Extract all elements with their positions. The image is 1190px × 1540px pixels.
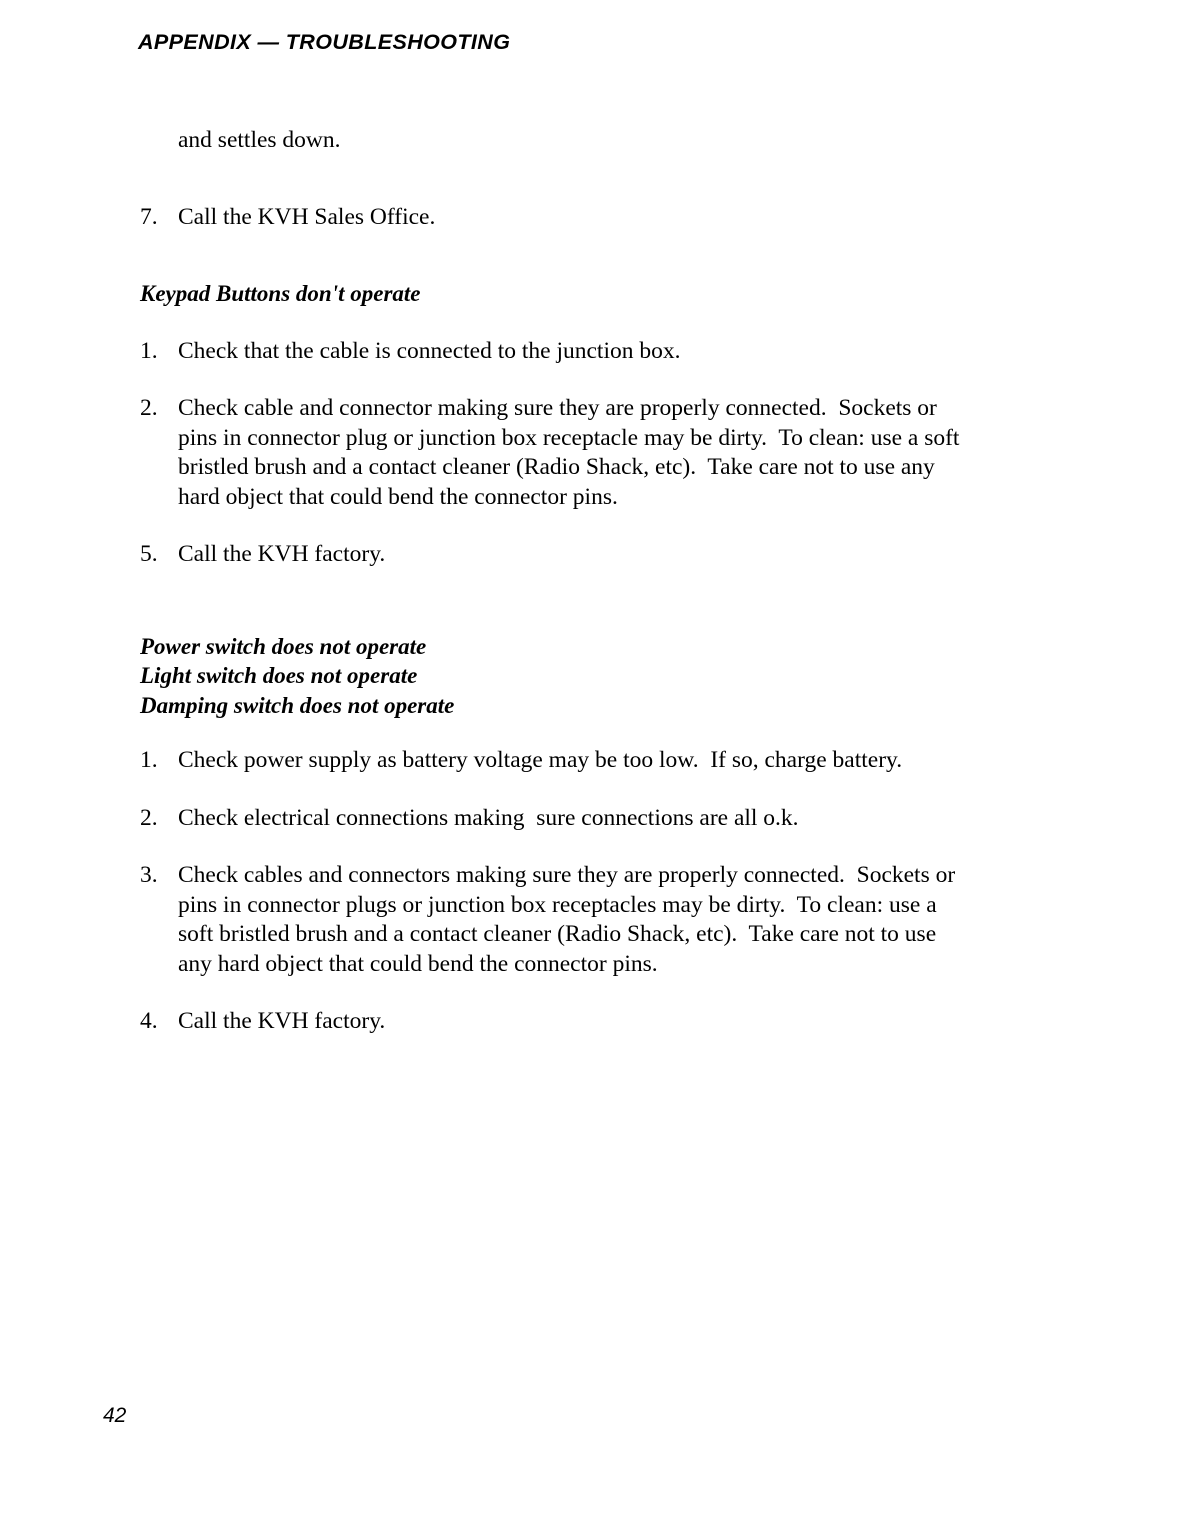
list-item — [140, 540, 1040, 570]
text-line: Check cables and connectors making sure they are properly connected. Sockets or — [178, 862, 956, 888]
list-item-text — [178, 394, 1040, 512]
text-line: Call the KVH Sales Office. — [178, 203, 436, 230]
heading-line: Damping switch does not operate — [140, 692, 455, 718]
text-line: pins in connector plug or junction box receptacle may be dirty. To clean: use a soft — [178, 424, 960, 451]
list-item-text — [178, 804, 1040, 834]
list-item — [140, 861, 1040, 979]
list-marker: 2. — [140, 804, 158, 831]
list-marker: 4. — [140, 1008, 158, 1034]
heading-line: Light switch does not operate — [140, 663, 418, 688]
text-line: Check power supply as battery voltage may be too low. If so, charge battery. — [178, 747, 903, 773]
list-item-text — [178, 540, 1040, 570]
text-line: Check cable and connector making sure they are properly connected. Sockets or — [178, 395, 937, 421]
heading-line: Power switch does not operate — [140, 633, 427, 659]
spacer — [140, 156, 1040, 175]
numbered-list-two — [140, 337, 1040, 570]
list-item-text — [178, 203, 1040, 233]
list-marker: 2. — [140, 395, 158, 421]
list-marker: 5. — [140, 541, 158, 567]
text-line: any hard object that could bend the connector pins. — [178, 950, 658, 977]
spacer — [140, 309, 1040, 337]
list-item — [140, 203, 1040, 233]
list-marker: 7. — [140, 203, 158, 230]
list-marker: 3. — [140, 862, 158, 888]
list-marker: 1. — [140, 337, 158, 364]
section-heading-keypad — [140, 279, 1040, 309]
spacer — [140, 232, 1040, 279]
list-item-text — [178, 861, 1040, 979]
heading-line: Keypad Buttons don't operate — [140, 281, 421, 306]
text-line: hard object that could bend the connector pins. — [178, 483, 618, 510]
running-head: APPENDIX — TROUBLESHOOTING — [138, 30, 511, 54]
continuation-line: and settles down. — [178, 127, 341, 153]
text-line: Call the KVH factory. — [178, 541, 386, 567]
text-line: Check electrical connections making sure connections are all o.k. — [178, 804, 799, 831]
list-item — [140, 394, 1040, 512]
list-marker: 1. — [140, 747, 158, 773]
text-line: Call the KVH factory. — [178, 1008, 386, 1034]
text-line: pins in connector plugs or junction box receptacles may be dirty. To clean: use a — [178, 891, 937, 918]
text-line: Check that the cable is connected to the junction box. — [178, 337, 681, 364]
list-item-text — [178, 337, 1040, 367]
spacer — [140, 720, 1040, 746]
list-item-text — [178, 1007, 1040, 1037]
list-item — [140, 1007, 1040, 1037]
section-heading-switches — [140, 632, 1040, 721]
page-content — [140, 126, 1040, 1037]
list-item — [140, 746, 1040, 776]
list-item — [140, 337, 1040, 367]
numbered-list-three — [140, 746, 1040, 1037]
text-line: bristled brush and a contact cleaner (Radio Shack, etc). Take care not to use any — [178, 454, 935, 480]
list-item-text — [178, 746, 1040, 776]
spacer — [140, 570, 1040, 632]
numbered-list-one — [140, 203, 1040, 233]
text-line: soft bristled brush and a contact cleaner (Radio Shack, etc). Take care not to use — [178, 921, 937, 947]
page-number: 42 — [103, 1404, 127, 1427]
list-item — [140, 804, 1040, 834]
